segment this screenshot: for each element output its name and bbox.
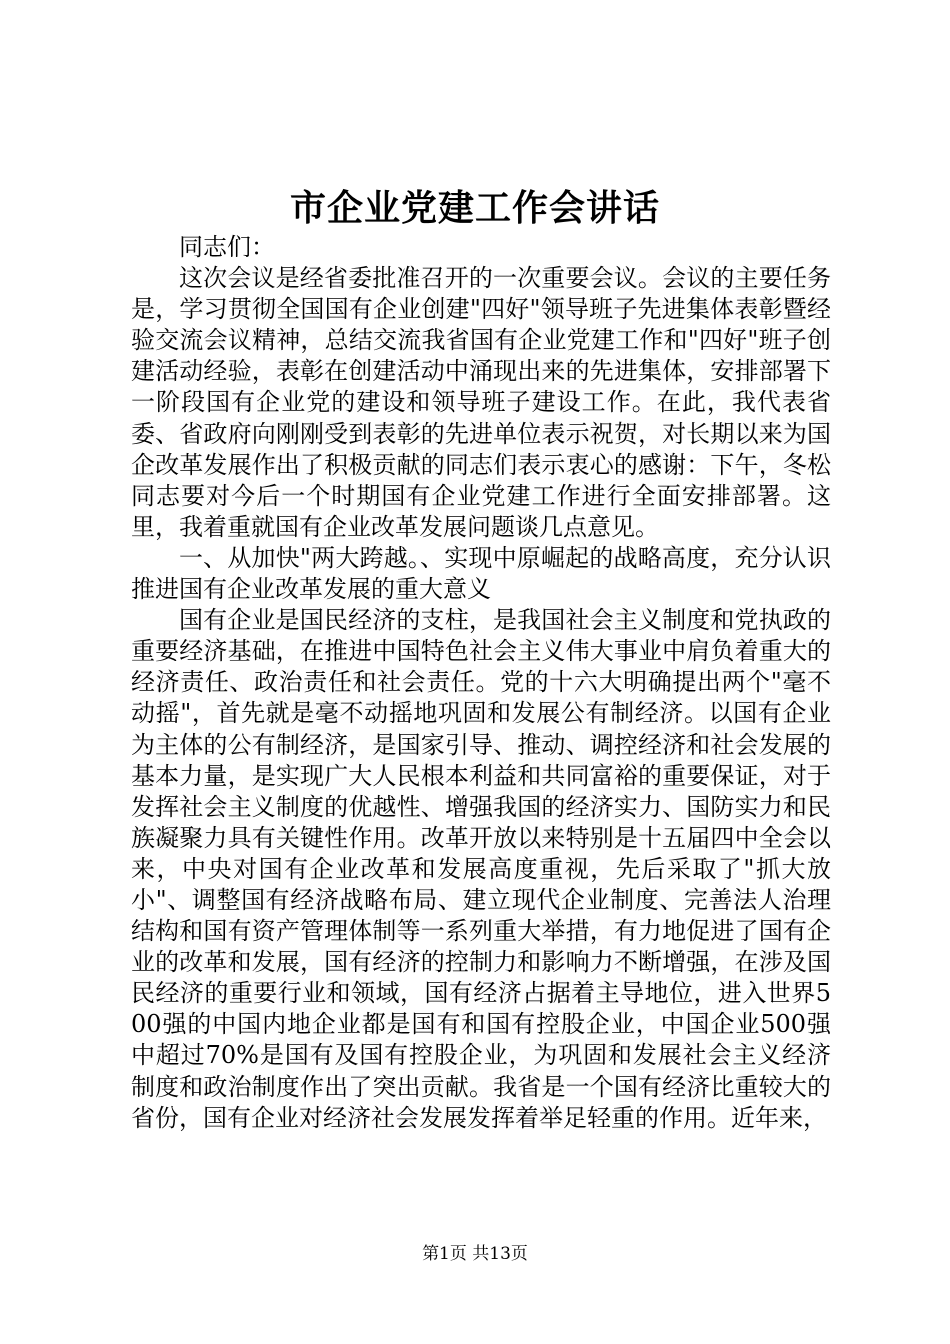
body-paragraph: 国有企业是国民经济的支柱，是我国社会主义制度和党执政的重要经济基础，在推进中国特色社会主义伟大事业中肩负着重大的经济责任、政治责任和社会责任。党的十六大明确提出两个"毫不动摇"，首先就是毫不动摇地巩固和发展公有制经济。以国有企业为主体的公有制经济，是国家引导、推动、调控经济和社会发展的基本力量，是实现广大人民根本利益和共同富裕的重要保证，对于发挥社会主义制度的优越性、增强我国的经济实力、国防实力和民族凝聚力具有关键性作用。改革开放以来特别是十五届四中全会以来，中央对国有企业改革和发展高度重视，先后采取了"抓大放小"、调整国有经济战略布局、建立现代企业制度、完善法人治理结构和国有资产管理体制等一系列重大举措，有力地促进了国有企业的改革和发展，国有经济的控制力和影响力不断增强，在涉及国民经济的重要行业和领域，国有经济占据着主导地位，进入世界500强的中国内地企业都是国有和国有控股企业，中国企业500强中超过70%是国有及国有控股企业，为巩固和发展社会主义经济制度和政治制度作出了突出贡献。我省是一个国有经济比重较大的省份，国有企业对经济社会发展发挥着举足轻重的作用。近年来， xyxy=(131,606,831,1132)
section-heading-paragraph: 一、从加快"两大跨越。、实现中原崛起的战略高度，充分认识推进国有企业改革发展的重大意义 xyxy=(131,543,831,604)
body-paragraph: 这次会议是经省委批准召开的一次重要会议。会议的主要任务是，学习贯彻全国国有企业创建"四好"领导班子先进集体表彰暨经验交流会议精神，总结交流我省国有企业党建工作和"四好"班子创建活动经验，表彰在创建活动中涌现出来的先进集体，安排部署下一阶段国有企业党的建设和领导班子建设工作。在此，我代表省委、省政府向刚刚受到表彰的先进单位表示祝贺，对长期以来为国企改革发展作出了积极贡献的同志们表示衷心的感谢：下午，冬松同志要对今后一个时期国有企业党建工作进行全面安排部署。这里，我着重就国有企业改革发展问题谈几点意见。 xyxy=(131,264,831,541)
document-body xyxy=(131,232,831,1134)
document-title: 市企业党建工作会讲话 xyxy=(289,187,660,229)
salutation-paragraph: 同志们： xyxy=(179,233,275,261)
page-number-footer: 第1页 共13页 xyxy=(422,1244,528,1264)
